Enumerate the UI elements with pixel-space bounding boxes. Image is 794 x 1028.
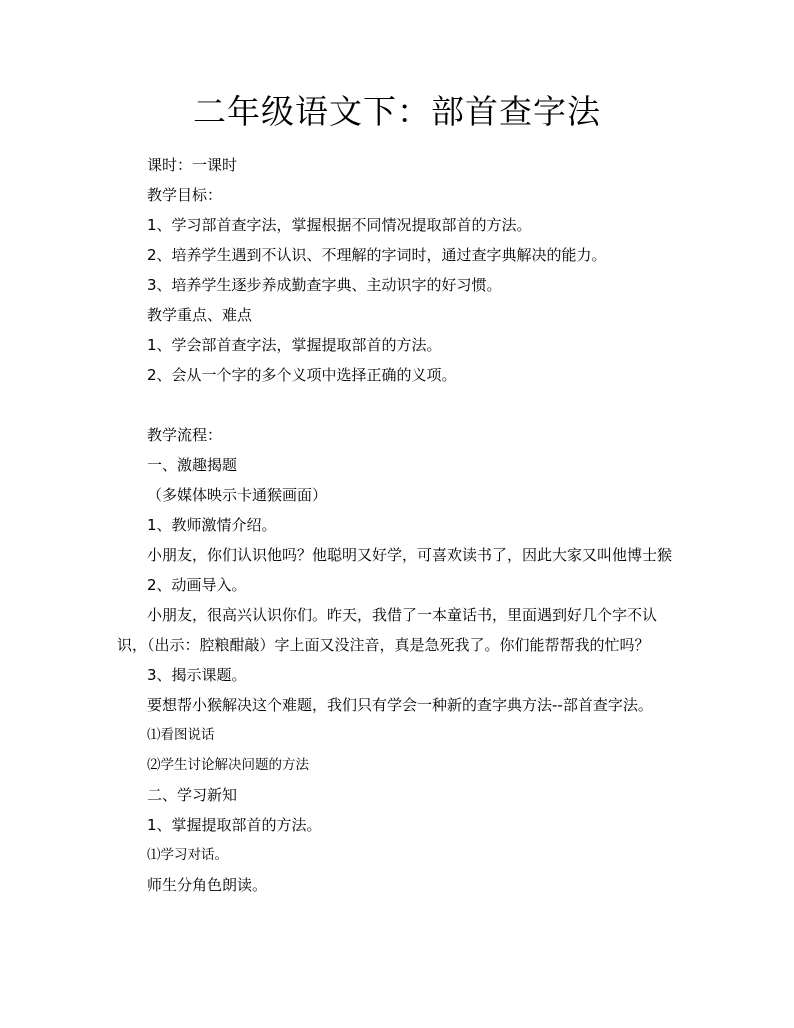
- document-title: 二年级语文下：部首查字法: [193, 92, 601, 131]
- paragraph-step-1: 1、教师激情介绍。: [147, 516, 277, 534]
- paragraph-step-extract-radical: 1、掌握提取部首的方法。: [147, 816, 322, 834]
- paragraph-step-2: 2、动画导入。: [147, 576, 247, 594]
- paragraph-objectives-heading: 教学目标：: [147, 186, 223, 204]
- paragraph-blank: [117, 390, 682, 420]
- paragraph-lesson-hours: 课时：一课时: [147, 156, 238, 174]
- paragraph-objective-1: 1、学习部首查字法，掌握根据不同情况提取部首的方法。: [147, 216, 532, 234]
- paragraph-sub-2: ⑵学生讨论解决问题的方法: [147, 757, 309, 773]
- paragraph-multimedia-note: （多媒体映示卡通猴画面）: [147, 486, 328, 504]
- paragraph-reveal-topic: 要想帮小猴解决这个难题，我们只有学会一种新的查字典方法--部首查字法。: [147, 696, 653, 714]
- paragraph-objective-3: 3、培养学生逐步养成勤查字典、主动识字的好习惯。: [147, 276, 502, 294]
- paragraph-key-point-2: 2、会从一个字的多个义项中选择正确的义项。: [147, 366, 457, 384]
- paragraph-sub-dialogue: ⑴学习对话。: [147, 847, 228, 863]
- document-body: [117, 150, 682, 900]
- paragraph-sub-1: ⑴看图说话: [147, 727, 215, 743]
- paragraph-section-2-heading: 二、学习新知: [147, 786, 238, 804]
- paragraph-intro-dialogue: 小朋友，你们认识他吗？他聪明又好学，可喜欢读书了，因此大家又叫他博士猴: [147, 546, 673, 564]
- paragraph-animation-dialogue: 小朋友，很高兴认识你们。昨天，我借了一本童话书，里面遇到好几个字不认识，（出示：腔粮酣敲）字上面又没注音，真是急死我了。你们能帮帮我的忙吗？: [117, 606, 658, 654]
- paragraph-flow-heading: 教学流程：: [147, 426, 223, 444]
- paragraph-role-reading: 师生分角色朗读。: [147, 876, 268, 894]
- paragraph-section-1-heading: 一、激趣揭题: [147, 456, 238, 474]
- paragraph-key-points-heading: 教学重点、难点: [147, 306, 253, 324]
- paragraph-step-3: 3、揭示课题。: [147, 666, 247, 684]
- paragraph-key-point-1: 1、学会部首查字法，掌握提取部首的方法。: [147, 336, 442, 354]
- paragraph-objective-2: 2、培养学生遇到不认识、不理解的字词时，通过查字典解决的能力。: [147, 246, 607, 264]
